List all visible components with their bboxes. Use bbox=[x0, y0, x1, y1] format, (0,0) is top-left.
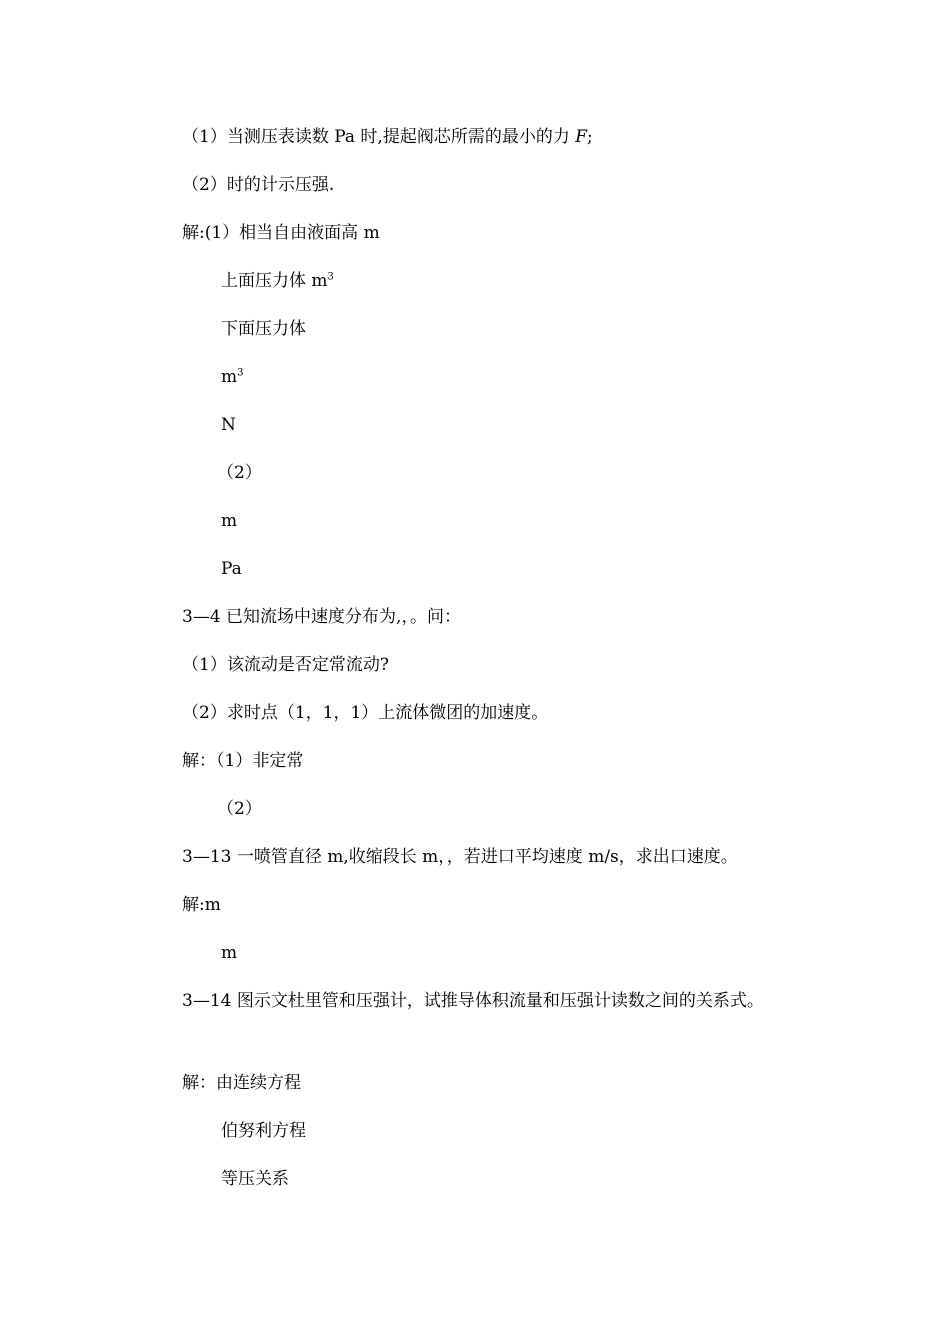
solution-line-3: 下面压力体 bbox=[221, 319, 306, 339]
solution-line-5: N bbox=[221, 415, 236, 435]
solution-line-7: m bbox=[221, 511, 238, 531]
superscript-3: 3 bbox=[237, 367, 244, 379]
problem-3-14-solution-3: 等压关系 bbox=[221, 1169, 289, 1189]
problem-3-4-question-2: （2）求时点（1，1，1）上流体微团的加速度。 bbox=[182, 703, 549, 723]
solution-line-8: Pa bbox=[221, 559, 242, 579]
solution-line-4 bbox=[221, 365, 244, 389]
problem-3-13-solution-1: 解:m bbox=[182, 895, 221, 915]
problem-3-4-solution-1: 解：（1）非定常 bbox=[182, 751, 304, 771]
solution-line-1: 解:(1）相当自由液面高 m bbox=[182, 223, 380, 243]
problem-3-14: 3—14 图示文杜里管和压强计，试推导体积流量和压强计读数之间的关系式。 bbox=[182, 991, 764, 1011]
problem-3-4-question-1: （1）该流动是否定常流动? bbox=[182, 655, 389, 675]
solution-line-2-text: 上面压力体 m bbox=[221, 271, 328, 291]
problem-3-13-solution-2: m bbox=[221, 943, 238, 963]
problem-3-14-solution-2: 伯努利方程 bbox=[221, 1121, 306, 1141]
problem-3-13: 3—13 一喷管直径 m,收缩段长 m，，若进口平均速度 m/s，求出口速度。 bbox=[182, 847, 738, 867]
problem-3-14-solution-1: 解：由连续方程 bbox=[182, 1073, 301, 1093]
superscript-3: 3 bbox=[327, 271, 334, 283]
question-1 bbox=[182, 125, 593, 149]
problem-3-4: 3—4 已知流场中速度分布为,，。问： bbox=[182, 607, 461, 627]
question-2: （2）时的计示压强. bbox=[182, 175, 335, 195]
question-1-end: ; bbox=[587, 127, 593, 147]
force-symbol: F bbox=[575, 127, 588, 147]
solution-line-6: （2） bbox=[217, 463, 262, 483]
question-1-text: （1）当测压表读数 Pa 时,提起阀芯所需的最小的力 bbox=[182, 127, 576, 147]
solution-line-4-text: m bbox=[221, 367, 238, 387]
problem-3-4-solution-2: （2） bbox=[217, 799, 262, 819]
solution-line-2 bbox=[221, 269, 334, 293]
